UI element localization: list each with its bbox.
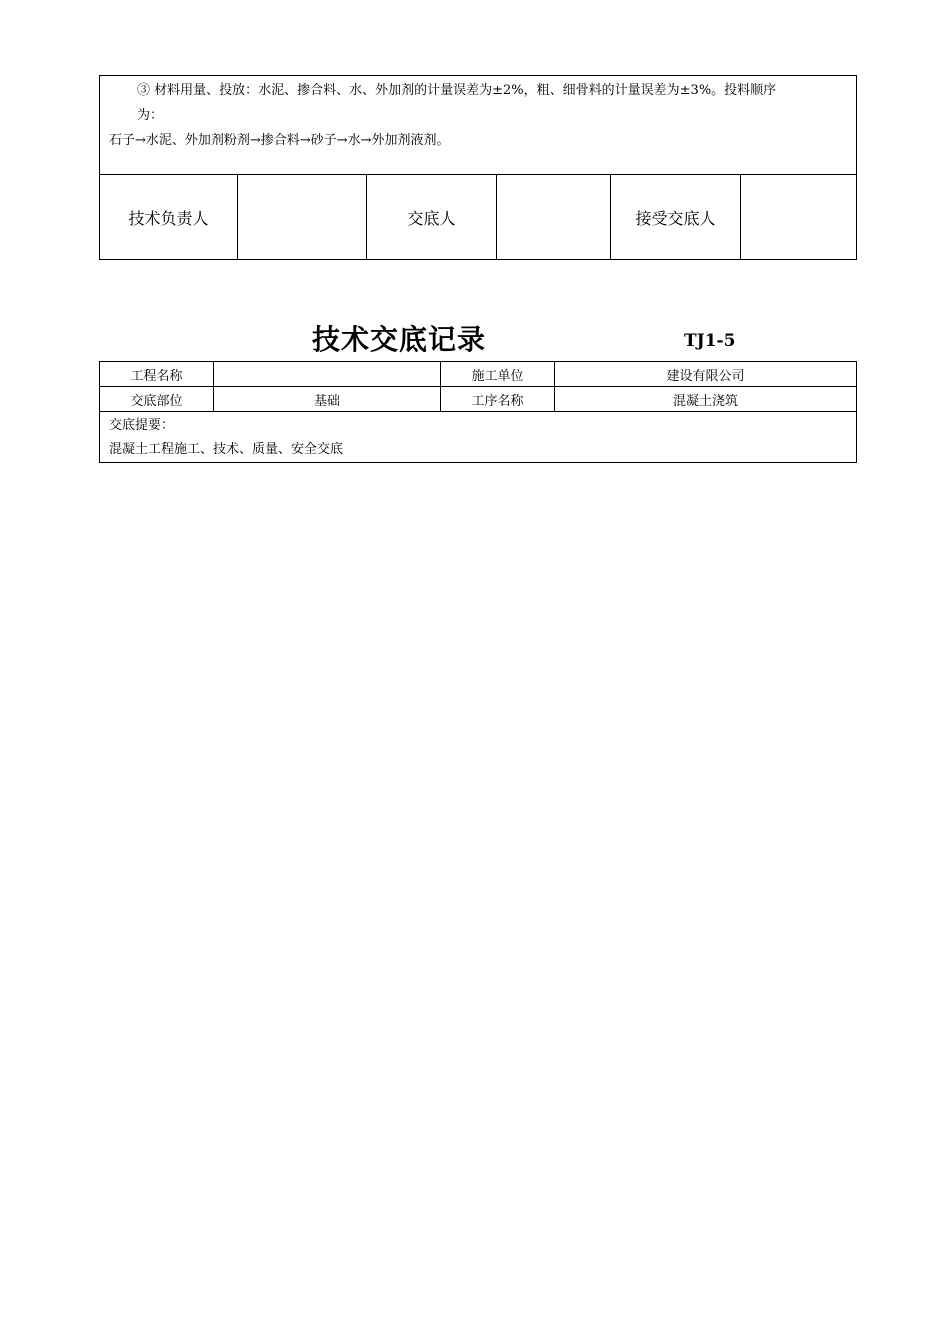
material-note-line: ③ 材料用量、投放：水泥、掺合料、水、外加剂的计量误差为±2%，粗、细骨料的计量误差为±3%。投料顺序 xyxy=(137,83,777,98)
presenter-signature-field[interactable] xyxy=(497,175,611,260)
receiver-label: 接受交底人 xyxy=(611,175,741,260)
receiver-signature-field[interactable] xyxy=(741,175,857,260)
summary-label: 交底提要： xyxy=(109,418,175,433)
page-title: 技术交底记录 xyxy=(312,323,487,356)
tech-lead-signature-field[interactable] xyxy=(238,175,367,260)
location-label: 交底部位 xyxy=(100,387,214,412)
location-field[interactable]: 基础 xyxy=(214,387,441,412)
summary-cell xyxy=(100,412,857,463)
construction-unit-field[interactable]: 建设有限公司 xyxy=(555,362,857,387)
project-name-field[interactable] xyxy=(214,362,441,387)
construction-unit-label: 施工单位 xyxy=(441,362,555,387)
tech-lead-label: 技术负责人 xyxy=(100,175,238,260)
form-code: TJ1-5 xyxy=(684,331,736,351)
process-field[interactable]: 混凝土浇筑 xyxy=(555,387,857,412)
material-note-line: 为： xyxy=(137,108,164,123)
continuation-table xyxy=(99,75,857,260)
material-notes-cell xyxy=(100,76,857,175)
presenter-label: 交底人 xyxy=(367,175,497,260)
feeding-order-line: 石子→水泥、外加剂粉剂→掺合料→砂子→水→外加剂液剂。 xyxy=(109,133,450,148)
summary-text: 混凝土工程施工、技术、质量、安全交底 xyxy=(109,442,344,457)
record-table xyxy=(99,361,857,463)
project-name-label: 工程名称 xyxy=(100,362,214,387)
process-label: 工序名称 xyxy=(441,387,555,412)
